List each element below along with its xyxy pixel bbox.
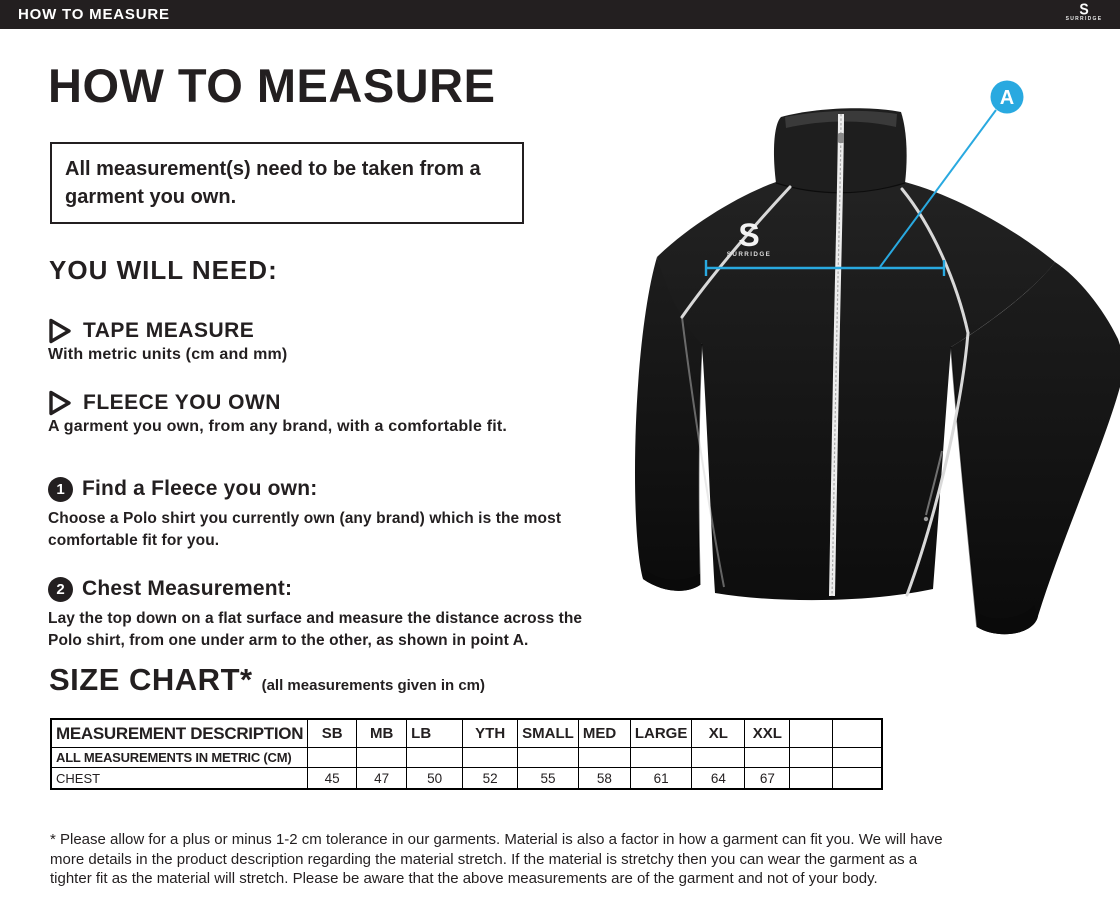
- size-column-header: LARGE: [630, 719, 692, 748]
- page-title: HOW TO MEASURE: [48, 59, 496, 112]
- size-column-header: [833, 719, 882, 748]
- triangle-right-icon: [48, 390, 72, 416]
- size-column-header: MEASUREMENT DESCRIPTION: [51, 719, 308, 748]
- table-row: [51, 768, 882, 790]
- size-cell: [692, 748, 745, 768]
- size-chart-heading: SIZE CHART*: [49, 662, 253, 697]
- size-column-header: YTH: [463, 719, 518, 748]
- tolerance-footnote: * Please allow for a plus or minus 1-2 cm tolerance in our garments. Material is also a factor in how a garment can fit you. We will have more details in the product description regarding the material stretch. If the material is stretchy then you can wear the garment as a tighter fit as the material will stretch. Please be aware that the above measurements are of the garment and not of your body.: [50, 831, 943, 887]
- size-cell: 50: [407, 768, 463, 790]
- need-item-fleece: [48, 390, 507, 436]
- size-cell: 47: [357, 768, 407, 790]
- size-column-header: MED: [578, 719, 630, 748]
- size-cell: [833, 748, 882, 768]
- step-title: Find a Fleece you own:: [82, 477, 318, 500]
- size-cell: 58: [578, 768, 630, 790]
- garment-logo-wordmark: SURRIDGE: [726, 251, 772, 258]
- you-will-need-heading: YOU WILL NEED:: [49, 255, 278, 285]
- size-cell: 64: [692, 768, 745, 790]
- size-column-header: LB: [407, 719, 463, 748]
- size-cell: [407, 748, 463, 768]
- need-item-description: A garment you own, from any brand, with a comfortable fit.: [48, 418, 508, 435]
- size-cell: [745, 748, 790, 768]
- size-chart-subtitle: (all measurements given in cm): [261, 677, 485, 694]
- size-cell: [357, 748, 407, 768]
- size-cell: 52: [463, 768, 518, 790]
- surridge-s-icon: S: [1079, 0, 1089, 19]
- size-cell: [630, 748, 692, 768]
- point-a-label: A: [999, 87, 1015, 109]
- need-item-title: FLEECE YOU OWN: [83, 391, 281, 414]
- page-header-bar: [0, 0, 1120, 29]
- surridge-logo: [1060, 2, 1108, 22]
- size-column-header: SMALL: [518, 719, 579, 748]
- size-cell: [578, 748, 630, 768]
- row-label: CHEST: [51, 768, 308, 790]
- size-cell: [463, 748, 518, 768]
- need-item-description: With metric units (cm and mm): [48, 346, 288, 363]
- size-cell: [790, 768, 833, 790]
- table-row: [51, 748, 882, 768]
- size-cell: [833, 768, 882, 790]
- table-header-row: [51, 719, 882, 748]
- size-cell: 55: [518, 768, 579, 790]
- size-column-header: MB: [357, 719, 407, 748]
- size-cell: [790, 748, 833, 768]
- size-column-header: SB: [308, 719, 357, 748]
- size-cell: 61: [630, 768, 692, 790]
- size-chart-table-wrap: [50, 718, 883, 790]
- step-title: Chest Measurement:: [82, 577, 293, 600]
- size-cell: 45: [308, 768, 357, 790]
- fleece-jacket-image: [630, 55, 1120, 655]
- size-column-header: XL: [692, 719, 745, 748]
- need-item-tape-measure: [48, 318, 287, 364]
- step-description: Lay the top down on a flat surface and measure the distance across the Polo shirt, from one under arm to the other, as shown in point A.: [48, 610, 583, 649]
- step-description: Choose a Polo shirt you currently own (any brand) which is the most comfortable fit for you.: [48, 510, 562, 549]
- pocket-zip-pull: [924, 517, 928, 521]
- zipper-pull: [838, 133, 844, 143]
- size-cell: [308, 748, 357, 768]
- step-2: [48, 576, 608, 652]
- need-item-title: TAPE MEASURE: [83, 319, 255, 342]
- size-column-header: XXL: [745, 719, 790, 748]
- row-label: ALL MEASUREMENTS IN METRIC (CM): [51, 748, 308, 768]
- size-cell: [518, 748, 579, 768]
- step-number-badge: 2: [48, 577, 73, 602]
- header-title: HOW TO MEASURE: [18, 6, 170, 23]
- step-1: [48, 476, 608, 552]
- step-number-badge: 1: [48, 477, 73, 502]
- triangle-right-icon: [48, 318, 72, 344]
- size-chart-table: [50, 718, 883, 790]
- size-cell: 67: [745, 768, 790, 790]
- garment-logo-s-icon: S: [738, 217, 760, 253]
- size-column-header: [790, 719, 833, 748]
- surridge-wordmark: SURRIDGE: [1065, 16, 1103, 22]
- notice-box: All measurement(s) need to be taken from a garment you own.: [50, 142, 524, 224]
- size-chart-heading-row: [49, 662, 485, 698]
